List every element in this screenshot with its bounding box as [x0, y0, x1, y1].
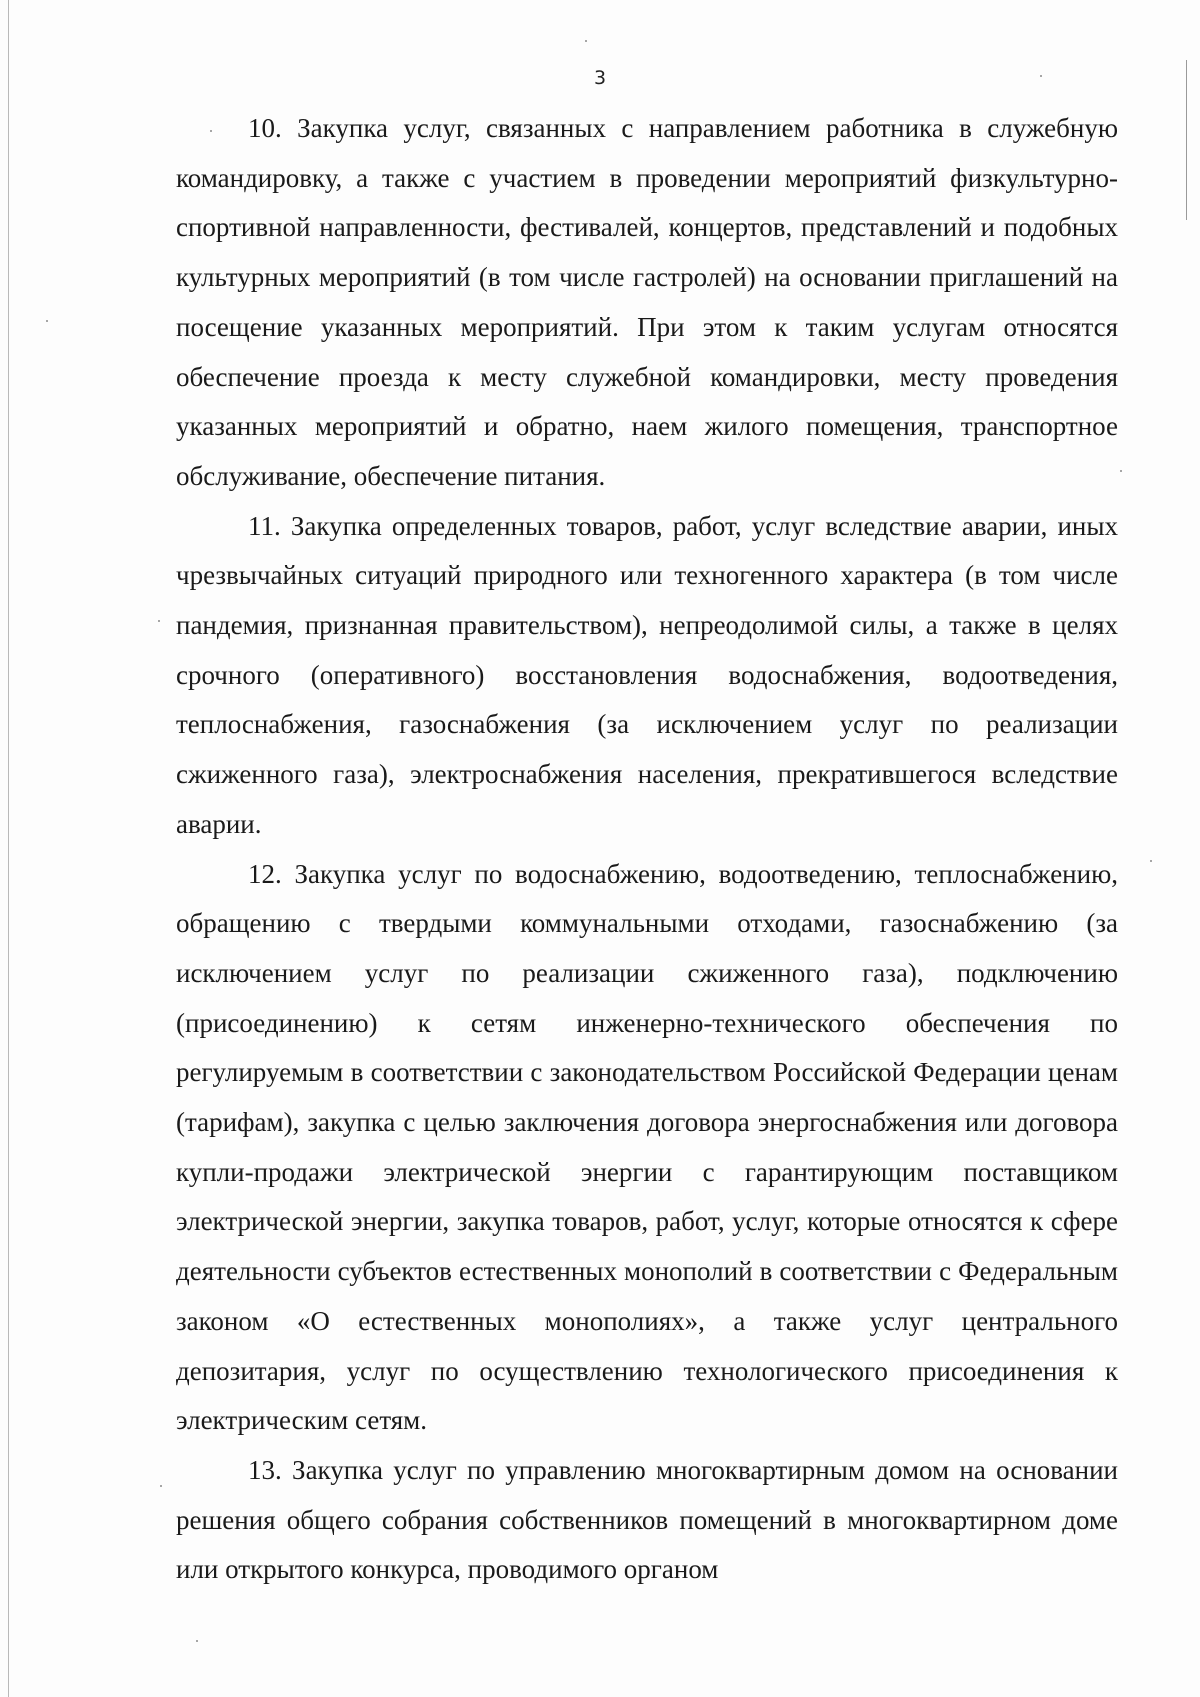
scan-edge-line	[8, 0, 9, 1697]
scan-speck	[196, 1640, 198, 1642]
document-body	[176, 104, 1118, 1595]
scan-speck	[158, 620, 160, 622]
scan-speck	[210, 130, 212, 132]
scan-speck	[46, 320, 48, 322]
scan-speck	[1120, 470, 1122, 472]
page-number: 3	[593, 67, 607, 89]
paragraph-10: 10. Закупка услуг, связанных с направлением работника в служебную командировку, а также с участием в проведении мероприятий физкультурно-спортивной направленности, фестивалей, концертов, представлений и подобных культурных мероприятий (в том числе гастролей) на основании приглашений на посещение указанных мероприятий. При этом к таким услугам относятся обеспечение проезда к месту служебной командировки, месту проведения указанных мероприятий и обратно, наем жилого помещения, транспортное обслуживание, обеспечение питания.	[176, 113, 1118, 491]
scan-speck	[160, 1485, 162, 1487]
scan-speck	[1040, 75, 1042, 77]
paragraph-13: 13. Закупка услуг по управлению многоквартирным домом на основании решения общего собрания собственников помещений в многоквартирном доме или открытого конкурса, проводимого органом	[176, 1454, 1118, 1585]
paragraph-11: 11. Закупка определенных товаров, работ, услуг вследствие аварии, иных чрезвычайных ситуаций природного или техногенного характера (в том числе пандемия, признанная правительством), непреодолимой силы, а также в целях срочного (оперативного) восстановления водоснабжения, водоотведения, теплоснабжения, газоснабжения (за исключением услуг по реализации сжиженного газа), электроснабжения населения, прекратившегося вследствие аварии.	[176, 510, 1118, 839]
paragraph-12: 12. Закупка услуг по водоснабжению, водоотведению, теплоснабжению, обращению с твердыми коммунальными отходами, газоснабжению (за исключением услуг по реализации сжиженного газа), подключению (присоединению) к сетям инженерно-технического обеспечения по регулируемым в соответствии с законодательством Российской Федерации ценам (тарифам), закупка с целью заключения договора энергоснабжения или договора купли-продажи электрической энергии с гарантирующим поставщиком электрической энергии, закупка товаров, работ, услуг, которые относятся к сфере деятельности субъектов естественных монополий в соответствии с Федеральным законом «О естественных монополиях», а также услуг центрального депозитария, услуг по осуществлению технологического присоединения к электрическим сетям.	[176, 858, 1118, 1436]
scan-speck	[585, 40, 587, 42]
scan-speck	[1150, 860, 1152, 862]
